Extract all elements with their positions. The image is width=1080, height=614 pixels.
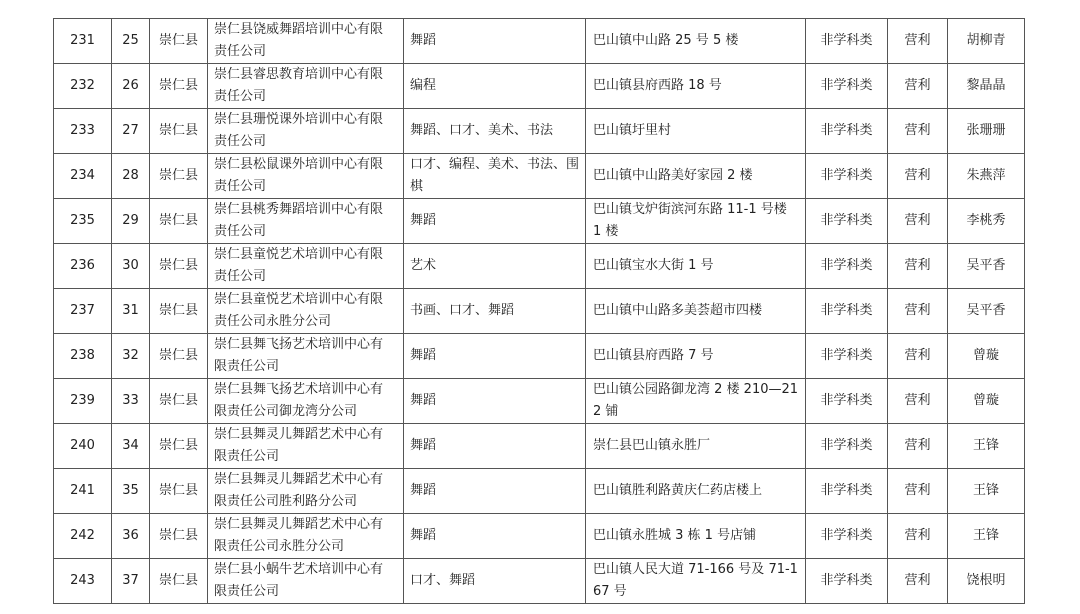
category-cell — [806, 244, 888, 289]
county-cell — [150, 199, 208, 244]
county-cell — [150, 559, 208, 604]
institution-nature: 营利 — [904, 78, 931, 93]
row-index: 241 — [70, 483, 95, 498]
training-project: 舞蹈 — [410, 213, 437, 228]
category-cell — [806, 379, 888, 424]
training-project: 舞蹈 — [410, 528, 437, 543]
training-project: 编程 — [410, 78, 437, 93]
row-sub-index: 36 — [122, 528, 139, 543]
row-index-cell — [54, 469, 112, 514]
institution-category: 非学科类 — [820, 258, 873, 273]
institution-name: 崇仁县舞飞扬艺术培训中心有限责任公司 — [214, 337, 384, 374]
county-cell — [150, 379, 208, 424]
row-sub-index: 33 — [122, 393, 139, 408]
legal-representative: 王锋 — [972, 438, 999, 453]
nature-cell — [888, 109, 948, 154]
training-project: 艺术 — [410, 258, 437, 273]
row-sub-index: 28 — [122, 168, 139, 183]
nature-cell — [888, 514, 948, 559]
training-project-cell — [404, 379, 586, 424]
legal-representative: 王锋 — [972, 528, 999, 543]
legal-rep-cell — [948, 289, 1025, 334]
training-project-cell — [404, 199, 586, 244]
institution-name: 崇仁县桃秀舞蹈培训中心有限责任公司 — [214, 202, 384, 239]
institution-name-cell — [208, 199, 404, 244]
county-cell — [150, 244, 208, 289]
county-name: 崇仁县 — [158, 303, 198, 318]
county-cell — [150, 64, 208, 109]
institution-address: 巴山镇县府西路 18 号 — [593, 78, 722, 93]
row-index-cell — [54, 244, 112, 289]
institution-address: 巴山镇中山路美好家园 2 楼 — [593, 168, 753, 183]
county-name: 崇仁县 — [158, 78, 198, 93]
training-project: 舞蹈、口才、美术、书法 — [410, 123, 554, 138]
county-name: 崇仁县 — [158, 483, 198, 498]
nature-cell — [888, 289, 948, 334]
institution-nature: 营利 — [904, 168, 931, 183]
institution-name: 崇仁县松鼠课外培训中心有限责任公司 — [214, 157, 384, 194]
nature-cell — [888, 469, 948, 514]
training-project-cell — [404, 289, 586, 334]
institution-nature: 营利 — [904, 213, 931, 228]
institution-name: 崇仁县童悦艺术培训中心有限责任公司 — [214, 247, 384, 284]
table-row — [54, 514, 1025, 559]
table-row — [54, 244, 1025, 289]
row-sub-index: 35 — [122, 483, 139, 498]
institution-name: 崇仁县睿思教育培训中心有限责任公司 — [214, 67, 384, 104]
table-row — [54, 289, 1025, 334]
county-cell — [150, 19, 208, 64]
institution-category: 非学科类 — [820, 168, 873, 183]
address-cell — [586, 199, 806, 244]
training-project-cell — [404, 424, 586, 469]
legal-representative: 张珊珊 — [966, 123, 1006, 138]
institution-address: 巴山镇永胜城 3 栋 1 号店铺 — [593, 528, 757, 543]
county-name: 崇仁县 — [158, 528, 198, 543]
institution-category: 非学科类 — [820, 213, 873, 228]
row-index: 234 — [70, 168, 95, 183]
row-sub-index-cell — [112, 559, 150, 604]
institution-category: 非学科类 — [820, 573, 873, 588]
institution-address: 巴山镇公园路御龙湾 2 楼 210—212 铺 — [593, 382, 799, 419]
institution-nature: 营利 — [904, 573, 931, 588]
training-project: 口才、舞蹈 — [410, 573, 476, 588]
institution-name-cell — [208, 424, 404, 469]
row-index-cell — [54, 199, 112, 244]
row-index: 236 — [70, 258, 95, 273]
institution-name-cell — [208, 154, 404, 199]
legal-rep-cell — [948, 334, 1025, 379]
county-name: 崇仁县 — [158, 438, 198, 453]
table-row — [54, 109, 1025, 154]
training-project-cell — [404, 19, 586, 64]
row-sub-index-cell — [112, 514, 150, 559]
training-project: 舞蹈 — [410, 348, 437, 363]
legal-rep-cell — [948, 424, 1025, 469]
row-sub-index: 34 — [122, 438, 139, 453]
row-sub-index-cell — [112, 424, 150, 469]
institution-nature: 营利 — [904, 528, 931, 543]
row-index: 239 — [70, 393, 95, 408]
legal-representative: 吴平香 — [966, 258, 1006, 273]
row-sub-index-cell — [112, 199, 150, 244]
nature-cell — [888, 424, 948, 469]
category-cell — [806, 154, 888, 199]
institution-table — [53, 18, 1025, 604]
institution-nature: 营利 — [904, 258, 931, 273]
row-sub-index: 32 — [122, 348, 139, 363]
row-sub-index: 31 — [122, 303, 139, 318]
institution-address: 巴山镇县府西路 7 号 — [593, 348, 714, 363]
institution-table-body — [54, 19, 1025, 604]
row-index-cell — [54, 19, 112, 64]
institution-name-cell — [208, 19, 404, 64]
nature-cell — [888, 559, 948, 604]
nature-cell — [888, 334, 948, 379]
institution-category: 非学科类 — [820, 483, 873, 498]
institution-name-cell — [208, 244, 404, 289]
table-row — [54, 469, 1025, 514]
row-sub-index-cell — [112, 289, 150, 334]
institution-category: 非学科类 — [820, 438, 873, 453]
address-cell — [586, 424, 806, 469]
institution-name-cell — [208, 514, 404, 559]
row-sub-index-cell — [112, 64, 150, 109]
institution-name-cell — [208, 109, 404, 154]
legal-rep-cell — [948, 19, 1025, 64]
row-index-cell — [54, 64, 112, 109]
training-project-cell — [404, 469, 586, 514]
institution-nature: 营利 — [904, 483, 931, 498]
row-index: 238 — [70, 348, 95, 363]
row-sub-index-cell — [112, 154, 150, 199]
institution-name-cell — [208, 334, 404, 379]
institution-address: 巴山镇胜利路黄庆仁药店楼上 — [593, 483, 763, 498]
table-row — [54, 379, 1025, 424]
training-project-cell — [404, 109, 586, 154]
institution-name-cell — [208, 289, 404, 334]
institution-category: 非学科类 — [820, 528, 873, 543]
legal-rep-cell — [948, 109, 1025, 154]
table-row — [54, 154, 1025, 199]
address-cell — [586, 559, 806, 604]
training-project-cell — [404, 154, 586, 199]
county-cell — [150, 424, 208, 469]
row-sub-index: 37 — [122, 573, 139, 588]
nature-cell — [888, 19, 948, 64]
institution-name: 崇仁县小蜗牛艺术培训中心有限责任公司 — [214, 562, 384, 599]
row-index: 233 — [70, 123, 95, 138]
row-index-cell — [54, 514, 112, 559]
institution-category: 非学科类 — [820, 123, 873, 138]
address-cell — [586, 109, 806, 154]
county-name: 崇仁县 — [158, 123, 198, 138]
nature-cell — [888, 244, 948, 289]
legal-representative: 曾璇 — [972, 348, 999, 363]
category-cell — [806, 424, 888, 469]
county-cell — [150, 154, 208, 199]
county-name: 崇仁县 — [158, 213, 198, 228]
county-name: 崇仁县 — [158, 573, 198, 588]
row-index: 237 — [70, 303, 95, 318]
institution-nature: 营利 — [904, 348, 931, 363]
address-cell — [586, 334, 806, 379]
row-index-cell — [54, 289, 112, 334]
row-sub-index-cell — [112, 19, 150, 64]
institution-category: 非学科类 — [820, 303, 873, 318]
institution-nature: 营利 — [904, 33, 931, 48]
county-name: 崇仁县 — [158, 348, 198, 363]
address-cell — [586, 379, 806, 424]
institution-category: 非学科类 — [820, 78, 873, 93]
training-project: 书画、口才、舞蹈 — [410, 303, 515, 318]
address-cell — [586, 64, 806, 109]
county-name: 崇仁县 — [158, 258, 198, 273]
row-index: 235 — [70, 213, 95, 228]
legal-rep-cell — [948, 469, 1025, 514]
training-project: 舞蹈 — [410, 483, 437, 498]
row-sub-index: 29 — [122, 213, 139, 228]
institution-address: 巴山镇宝水大街 1 号 — [593, 258, 714, 273]
legal-representative: 朱燕萍 — [966, 168, 1006, 183]
legal-rep-cell — [948, 244, 1025, 289]
row-sub-index: 25 — [122, 33, 139, 48]
training-project: 舞蹈 — [410, 393, 437, 408]
legal-representative: 饶根明 — [966, 573, 1006, 588]
row-index: 243 — [70, 573, 95, 588]
row-index-cell — [54, 334, 112, 379]
nature-cell — [888, 379, 948, 424]
legal-rep-cell — [948, 154, 1025, 199]
institution-name-cell — [208, 469, 404, 514]
address-cell — [586, 289, 806, 334]
training-project: 口才、编程、美术、书法、围棋 — [410, 157, 580, 194]
address-cell — [586, 469, 806, 514]
row-index: 232 — [70, 78, 95, 93]
address-cell — [586, 154, 806, 199]
row-index-cell — [54, 559, 112, 604]
table-row — [54, 559, 1025, 604]
row-index: 231 — [70, 33, 95, 48]
table-row — [54, 64, 1025, 109]
row-index: 242 — [70, 528, 95, 543]
category-cell — [806, 469, 888, 514]
row-index-cell — [54, 379, 112, 424]
training-project-cell — [404, 64, 586, 109]
institution-name: 崇仁县珊悦课外培训中心有限责任公司 — [214, 112, 384, 149]
institution-name-cell — [208, 559, 404, 604]
training-project-cell — [404, 559, 586, 604]
county-cell — [150, 334, 208, 379]
legal-rep-cell — [948, 379, 1025, 424]
institution-nature: 营利 — [904, 438, 931, 453]
training-project-cell — [404, 244, 586, 289]
table-row — [54, 199, 1025, 244]
county-name: 崇仁县 — [158, 393, 198, 408]
row-sub-index-cell — [112, 379, 150, 424]
legal-representative: 吴平香 — [966, 303, 1006, 318]
category-cell — [806, 559, 888, 604]
county-name: 崇仁县 — [158, 168, 198, 183]
training-project: 舞蹈 — [410, 33, 437, 48]
county-name: 崇仁县 — [158, 33, 198, 48]
legal-representative: 曾璇 — [972, 393, 999, 408]
nature-cell — [888, 154, 948, 199]
institution-name-cell — [208, 379, 404, 424]
institution-address: 崇仁县巴山镇永胜厂 — [593, 438, 711, 453]
institution-category: 非学科类 — [820, 393, 873, 408]
category-cell — [806, 289, 888, 334]
row-sub-index: 27 — [122, 123, 139, 138]
table-row — [54, 334, 1025, 379]
row-index: 240 — [70, 438, 95, 453]
county-cell — [150, 109, 208, 154]
table-row — [54, 424, 1025, 469]
institution-address: 巴山镇中山路 25 号 5 楼 — [593, 33, 739, 48]
legal-representative: 李桃秀 — [966, 213, 1006, 228]
category-cell — [806, 109, 888, 154]
county-cell — [150, 289, 208, 334]
training-project-cell — [404, 334, 586, 379]
category-cell — [806, 199, 888, 244]
institution-nature: 营利 — [904, 393, 931, 408]
row-index-cell — [54, 424, 112, 469]
legal-representative: 胡柳青 — [966, 33, 1006, 48]
institution-name: 崇仁县舞灵儿舞蹈艺术中心有限责任公司永胜分公司 — [214, 517, 384, 554]
institution-name-cell — [208, 64, 404, 109]
county-cell — [150, 514, 208, 559]
legal-rep-cell — [948, 64, 1025, 109]
institution-address: 巴山镇中山路多美荟超市四楼 — [593, 303, 763, 318]
institution-name: 崇仁县舞灵儿舞蹈艺术中心有限责任公司 — [214, 427, 384, 464]
institution-name: 崇仁县舞灵儿舞蹈艺术中心有限责任公司胜利路分公司 — [214, 472, 384, 509]
address-cell — [586, 514, 806, 559]
table-row — [54, 19, 1025, 64]
category-cell — [806, 334, 888, 379]
legal-rep-cell — [948, 559, 1025, 604]
training-project: 舞蹈 — [410, 438, 437, 453]
institution-category: 非学科类 — [820, 348, 873, 363]
legal-rep-cell — [948, 199, 1025, 244]
address-cell — [586, 19, 806, 64]
category-cell — [806, 19, 888, 64]
category-cell — [806, 64, 888, 109]
institution-nature: 营利 — [904, 303, 931, 318]
row-index-cell — [54, 154, 112, 199]
address-cell — [586, 244, 806, 289]
row-sub-index-cell — [112, 109, 150, 154]
nature-cell — [888, 199, 948, 244]
category-cell — [806, 514, 888, 559]
row-sub-index: 30 — [122, 258, 139, 273]
county-cell — [150, 469, 208, 514]
institution-address: 巴山镇戈炉街滨河东路 11-1 号楼 1 楼 — [593, 202, 787, 239]
legal-representative: 王锋 — [972, 483, 999, 498]
row-index-cell — [54, 109, 112, 154]
institution-name: 崇仁县舞飞扬艺术培训中心有限责任公司御龙湾分公司 — [214, 382, 384, 419]
row-sub-index-cell — [112, 244, 150, 289]
institution-category: 非学科类 — [820, 33, 873, 48]
institution-name: 崇仁县饶威舞蹈培训中心有限责任公司 — [214, 22, 384, 59]
row-sub-index-cell — [112, 334, 150, 379]
row-sub-index-cell — [112, 469, 150, 514]
nature-cell — [888, 64, 948, 109]
institution-address: 巴山镇圩里村 — [593, 123, 672, 138]
training-project-cell — [404, 514, 586, 559]
institution-nature: 营利 — [904, 123, 931, 138]
legal-representative: 黎晶晶 — [966, 78, 1006, 93]
institution-name: 崇仁县童悦艺术培训中心有限责任公司永胜分公司 — [214, 292, 384, 329]
institution-address: 巴山镇人民大道 71-166 号及 71-167 号 — [593, 562, 798, 599]
row-sub-index: 26 — [122, 78, 139, 93]
legal-rep-cell — [948, 514, 1025, 559]
